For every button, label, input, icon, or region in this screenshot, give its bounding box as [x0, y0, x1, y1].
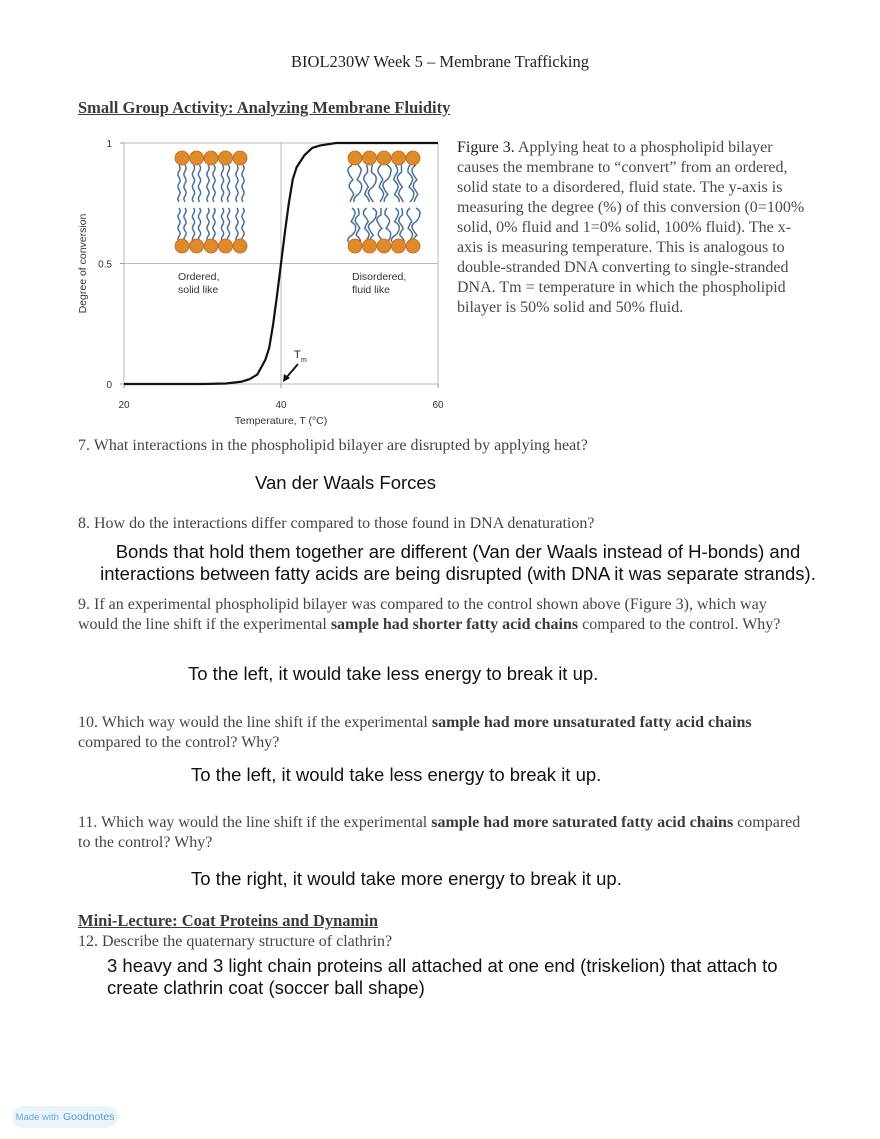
- figure-caption-body: Applying heat to a phospholipid bilayer causes the membrane to “convert” from an ordered, solid state to a disordered, fluid state. The y-axis is measuring the degree (%) of this conversion (0=100% solid, 0% fluid and 1=0% solid, 100% fluid). The x-axis is measuring temperature. This is analogous to double-stranded DNA converting to single-stranded DNA. Tm = temperature in which the phospholipid bilayer is 50% solid and 50% fluid.: [457, 139, 805, 316]
- question-number: 9.: [78, 596, 90, 613]
- question-text: How do the interactions differ compared to those found in DNA denaturation?: [94, 515, 595, 532]
- x-axis-label: Temperature, T (°C): [234, 415, 328, 427]
- disordered-label-line2: fluid like: [352, 284, 390, 296]
- tm-label: T: [294, 349, 301, 361]
- chart-axes: [120, 143, 438, 388]
- goodnotes-badge[interactable]: [12, 1106, 118, 1128]
- lipid-head: [219, 239, 233, 253]
- question-text-end: compared to the control? Why?: [78, 814, 801, 851]
- question-emphasis: sample had shorter fatty acid chains: [330, 616, 579, 633]
- question-7: [78, 436, 838, 456]
- question-text: What interactions in the phospholipid bilayer are disrupted by applying heat?: [93, 437, 588, 454]
- lipid-head: [219, 151, 233, 165]
- lipid-head: [392, 151, 406, 165]
- answer-7: Van der Waals Forces: [255, 472, 436, 493]
- question-emphasis: sample had more unsaturated fatty acid chains: [431, 714, 752, 731]
- conversion-chart: [74, 132, 454, 432]
- question-12: [78, 932, 838, 952]
- lipid-head: [233, 239, 247, 253]
- badge-brand: Goodnotes: [62, 1111, 115, 1123]
- question-9: [78, 595, 798, 635]
- answer-12: 3 heavy and 3 light chain proteins all attached at one end (triskelion) that attach to create clathrin coat (soccer ball shape): [107, 955, 778, 998]
- x-tick-label-2: 60: [432, 400, 444, 411]
- lipid-head: [348, 151, 362, 165]
- question-text: Describe the quaternary structure of clathrin?: [102, 933, 393, 950]
- question-11: [78, 813, 808, 853]
- question-text: Which way would the line shift if the experimental: [101, 814, 432, 831]
- question-number: 10.: [78, 714, 98, 731]
- y-tick-label-1: 0.5: [98, 259, 112, 271]
- x-tick-label-0: 20: [118, 400, 130, 411]
- answer-9: To the left, it would take less energy to break it up.: [188, 663, 599, 684]
- question-number: 8.: [78, 515, 90, 532]
- lipid-head: [363, 239, 377, 253]
- lipid-head: [348, 239, 362, 253]
- x-tick-label-1: 40: [275, 400, 287, 411]
- answer-10: To the left, it would take less energy to break it up.: [191, 764, 602, 785]
- question-text-end: compared to the control? Why?: [78, 734, 280, 751]
- question-number: 12.: [78, 933, 98, 950]
- lipid-head: [406, 239, 420, 253]
- page-title: BIOL230W Week 5 – Membrane Trafficking: [291, 52, 589, 71]
- lipid-head: [204, 239, 218, 253]
- answer-11: To the right, it would take more energy to break it up.: [191, 868, 622, 889]
- y-tick-label-2: 1: [106, 139, 112, 150]
- lipid-head: [204, 151, 218, 165]
- disordered-label-line1: Disordered,: [352, 271, 407, 283]
- section-heading-lecture: Mini-Lecture: Coat Proteins and Dynamin: [78, 911, 379, 930]
- section-heading-activity: Small Group Activity: Analyzing Membrane Fluidity: [78, 98, 451, 117]
- lipid-head: [377, 151, 391, 165]
- question-number: 11.: [78, 814, 98, 831]
- y-axis-label: Degree of conversion: [77, 213, 89, 314]
- figure-caption: [457, 138, 812, 318]
- ordered-label-line1: Ordered,: [178, 271, 220, 283]
- lipid-head: [363, 151, 377, 165]
- lipid-head: [233, 151, 247, 165]
- question-number: 7.: [78, 437, 90, 454]
- badge-prefix: Made with: [15, 1111, 59, 1123]
- lipid-head: [392, 239, 406, 253]
- tm-subscript: m: [301, 357, 307, 364]
- question-emphasis: sample had more saturated fatty acid chains: [431, 814, 734, 831]
- answer-8: Bonds that hold them together are different (Van der Waals instead of H-bonds) and interactions between fatty acids are being disrupted (with DNA it was separate strands).: [100, 541, 816, 584]
- lipid-head: [377, 239, 391, 253]
- question-text-end: compared to the control. Why?: [578, 616, 781, 633]
- question-8: [78, 514, 838, 534]
- question-10: [78, 713, 798, 753]
- lipid-head: [175, 239, 189, 253]
- ordered-label-line2: solid like: [178, 284, 219, 296]
- lipid-head: [190, 239, 204, 253]
- question-text: If an experimental phospholipid bilayer was compared to the control shown above (Figure 3), which way would the line shift if the experimental: [78, 596, 767, 633]
- lipid-head: [190, 151, 204, 165]
- question-text: Which way would the line shift if the experimental: [101, 714, 432, 731]
- figure-caption-lead: Figure 3.: [457, 139, 515, 156]
- lipid-head: [406, 151, 420, 165]
- lipid-head: [175, 151, 189, 165]
- y-tick-label-0: 0: [106, 380, 112, 391]
